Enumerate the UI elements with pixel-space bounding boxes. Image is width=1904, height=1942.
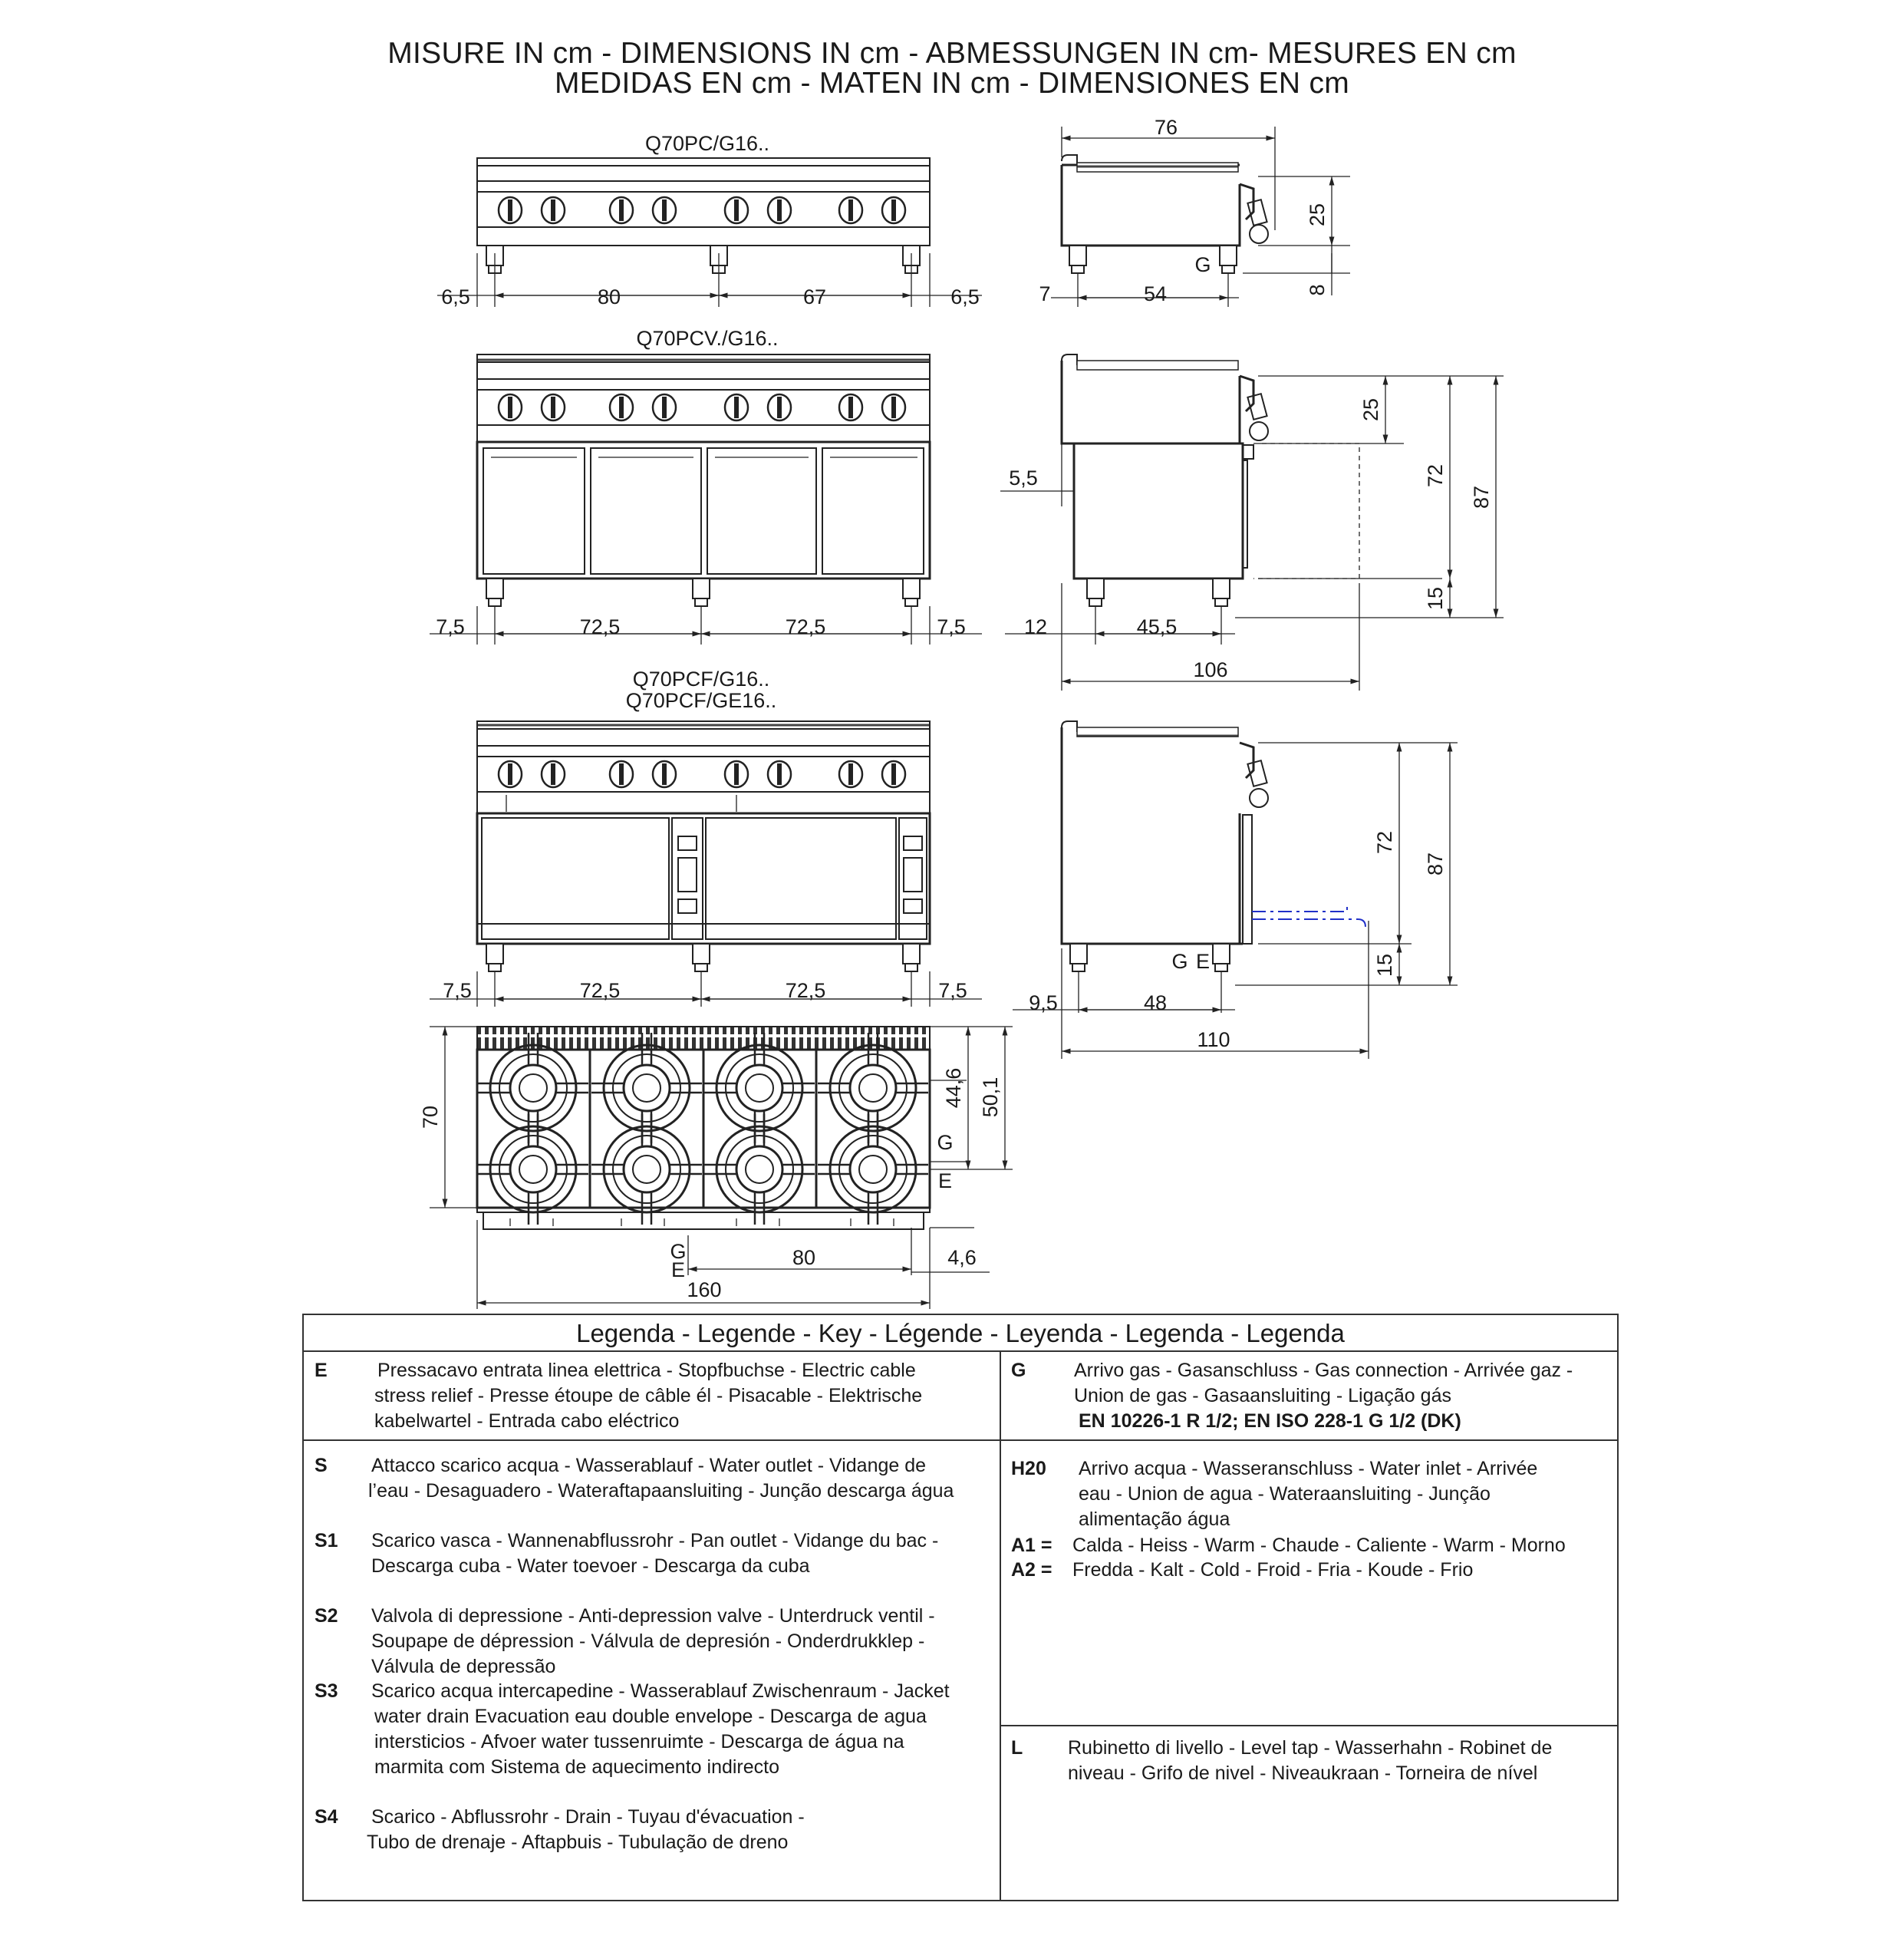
view-3-side-depth: 110 <box>1197 1028 1230 1051</box>
view-2-side-offset: 5,5 <box>1009 467 1038 490</box>
view-1-side-left: 7 <box>1039 282 1051 305</box>
legend-right-divider <box>1000 1725 1619 1726</box>
legend-s4-line: Tubo de drenaje - Aftapbuis - Tubulação de dreno <box>367 1832 789 1853</box>
legend-code-l: L <box>1011 1737 1023 1759</box>
view-3-side <box>1013 721 1458 1059</box>
legend-e-line: Pressacavo entrata linea elettrica - Stopfbuchse - Electric cable <box>377 1360 916 1381</box>
view-3-model-label-1: Q70PCF/G16.. <box>632 668 770 691</box>
legend-code-e: E <box>315 1360 328 1381</box>
legend-s3-line: intersticios - Afvoer water tussenruimte - Descarga de água na <box>374 1731 904 1752</box>
legend-title: Legenda - Legende - Key - Légende - Leyenda - Legenda - Legenda <box>304 1315 1617 1352</box>
view-3-side-leg: 15 <box>1373 953 1396 978</box>
view-3-dim-span-2: 72,5 <box>785 979 826 1002</box>
legend-s3-line: marmita com Sistema de aquecimento indirecto <box>374 1756 780 1778</box>
view-2-dim-span-2: 72,5 <box>785 615 826 638</box>
view-3-dim-right: 7,5 <box>938 979 967 1002</box>
legend-s-line: l’eau - Desaguadero - Wateraftapaansluiting - Junção descarga água <box>368 1480 954 1502</box>
view-1-side-width: 76 <box>1154 116 1178 139</box>
legend-s3-line: Scarico acqua intercapedine - Wasserablauf Zwischenraum - Jacket <box>371 1680 950 1702</box>
view-2-model-label: Q70PCV./G16.. <box>636 327 779 350</box>
legend-g-line: Union de gas - Gasaansluiting - Ligação gás <box>1074 1385 1451 1406</box>
view-3-dim-left: 7,5 <box>443 979 472 1002</box>
top-view-depth: 70 <box>419 1105 442 1129</box>
top-view <box>419 1027 1013 1309</box>
legend-s2-line: Valvola di depressione - Anti-depression valve - Unterdruck ventil - <box>371 1605 935 1627</box>
legend-row-divider <box>304 1439 1619 1441</box>
legend-gas-standard: EN 10226-1 R 1/2; EN ISO 228-1 G 1/2 (DK) <box>1079 1410 1461 1432</box>
legend-s-line: Attacco scarico acqua - Wasserablauf - Water outlet - Vidange de <box>371 1455 927 1476</box>
top-view-elec-label: E <box>937 1169 953 1192</box>
view-1-dim-span-1: 80 <box>597 285 621 308</box>
view-1-dim-right: 6,5 <box>950 285 980 308</box>
legend-code-g: G <box>1011 1360 1026 1381</box>
view-3-side-body: 72 <box>1373 830 1396 855</box>
legend-s3-line: water drain Evacuation eau double envelope - Descarga de agua <box>374 1706 927 1727</box>
view-1-dim-left: 6,5 <box>441 285 470 308</box>
legend-code-s2: S2 <box>315 1605 338 1627</box>
view-2-side-total: 87 <box>1470 485 1493 509</box>
view-1-side <box>1039 116 1350 307</box>
legend-column-divider <box>1000 1352 1001 1901</box>
view-3-dim-span-1: 72,5 <box>579 979 621 1002</box>
legend-code-s1: S1 <box>315 1530 338 1551</box>
legend-s2-line: Soupape de dépression - Válvula de depresión - Onderdrukklep - <box>371 1630 925 1652</box>
top-view-width: 160 <box>687 1278 722 1301</box>
view-3-elec-label: E <box>1195 950 1211 973</box>
legend-a2-text: Fredda - Kalt - Cold - Froid - Fria - Koude - Frio <box>1072 1559 1474 1581</box>
legend-code-s: S <box>315 1455 328 1476</box>
view-2-side-top: 25 <box>1359 397 1382 422</box>
view-2-side-body: 72 <box>1424 463 1447 488</box>
view-3-model-label-2: Q70PCF/GE16.. <box>625 689 777 712</box>
legend-s2-line: Válvula de depressão <box>371 1656 556 1677</box>
top-view-gas-label: G <box>937 1131 954 1154</box>
view-2-front <box>430 327 982 645</box>
view-2-dim-left: 7,5 <box>436 615 465 638</box>
legend-code-a1: A1 = <box>1011 1535 1052 1556</box>
legend-s1-line: Scarico vasca - Wannenabflussrohr - Pan outlet - Vidange du bac - <box>371 1530 939 1551</box>
legend-h20-line: eau - Union de agua - Wateraansluiting - Junção <box>1079 1483 1491 1505</box>
view-1-gas-label: G <box>1194 253 1211 276</box>
legend-code-s3: S3 <box>315 1680 338 1702</box>
view-1-front <box>437 132 982 308</box>
legend <box>302 1314 1619 1901</box>
top-view-gas-label-2: G <box>670 1240 687 1263</box>
view-2-side-left: 12 <box>1023 615 1048 638</box>
legend-h20-line: Arrivo acqua - Wasseranschluss - Water inlet - Arrivée <box>1079 1458 1538 1479</box>
view-1-dim-span-2: 67 <box>802 285 827 308</box>
view-1-side-span: 54 <box>1143 282 1168 305</box>
legend-e-line: kabelwartel - Entrada cabo eléctrico <box>374 1410 680 1432</box>
legend-g-line: Arrivo gas - Gasanschluss - Gas connection - Arrivée gaz - <box>1074 1360 1573 1381</box>
legend-s1-line: Descarga cuba - Water toevoer - Descarga da cuba <box>371 1555 810 1577</box>
view-2-dim-span-1: 72,5 <box>579 615 621 638</box>
page-title-line-2: MEDIDAS EN cm - MATEN IN cm - DIMENSIONES EN cm <box>554 67 1350 100</box>
top-view-elec-label-2: E <box>670 1258 686 1281</box>
view-1-side-height: 25 <box>1306 203 1329 227</box>
view-3-side-span: 48 <box>1143 991 1168 1014</box>
view-3-side-total: 87 <box>1424 852 1447 876</box>
legend-l-line: Rubinetto di livello - Level tap - Wasserhahn - Robinet de <box>1068 1737 1553 1759</box>
legend-code-h20: H20 <box>1011 1458 1046 1479</box>
view-2-side-depth: 106 <box>1193 658 1228 681</box>
view-3-side-left: 9,5 <box>1029 991 1058 1014</box>
legend-e-line: stress relief - Presse étoupe de câble él - Pisacable - Elektrische <box>374 1385 923 1406</box>
legend-code-a2: A2 = <box>1011 1559 1052 1581</box>
view-2-side <box>1000 354 1504 691</box>
view-3-gas-label: G <box>1171 950 1188 973</box>
legend-l-line: niveau - Grifo de nivel - Niveaukraan - Torneira de nível <box>1068 1762 1538 1784</box>
legend-code-s4: S4 <box>315 1806 338 1828</box>
top-view-pitch: 80 <box>792 1246 816 1269</box>
top-view-dim-2: 50,1 <box>979 1077 1002 1118</box>
view-3-front <box>430 668 982 1007</box>
view-2-side-span: 45,5 <box>1136 615 1178 638</box>
legend-h20-line: alimentação água <box>1079 1508 1230 1530</box>
top-view-edge: 4,6 <box>947 1246 977 1269</box>
page-title-line-1: MISURE IN cm - DIMENSIONS IN cm - ABMESSUNGEN IN cm- MESURES EN cm <box>387 37 1517 70</box>
top-view-dim-1: 44,6 <box>942 1067 965 1109</box>
view-2-side-leg: 15 <box>1424 586 1447 611</box>
legend-s4-line: Scarico - Abflussrohr - Drain - Tuyau d'évacuation - <box>371 1806 805 1828</box>
legend-a1-text: Calda - Heiss - Warm - Chaude - Caliente - Warm - Morno <box>1072 1535 1566 1556</box>
view-2-dim-right: 7,5 <box>937 615 966 638</box>
view-1-model-label: Q70PC/G16.. <box>644 132 770 155</box>
view-1-side-leg: 8 <box>1306 284 1329 296</box>
